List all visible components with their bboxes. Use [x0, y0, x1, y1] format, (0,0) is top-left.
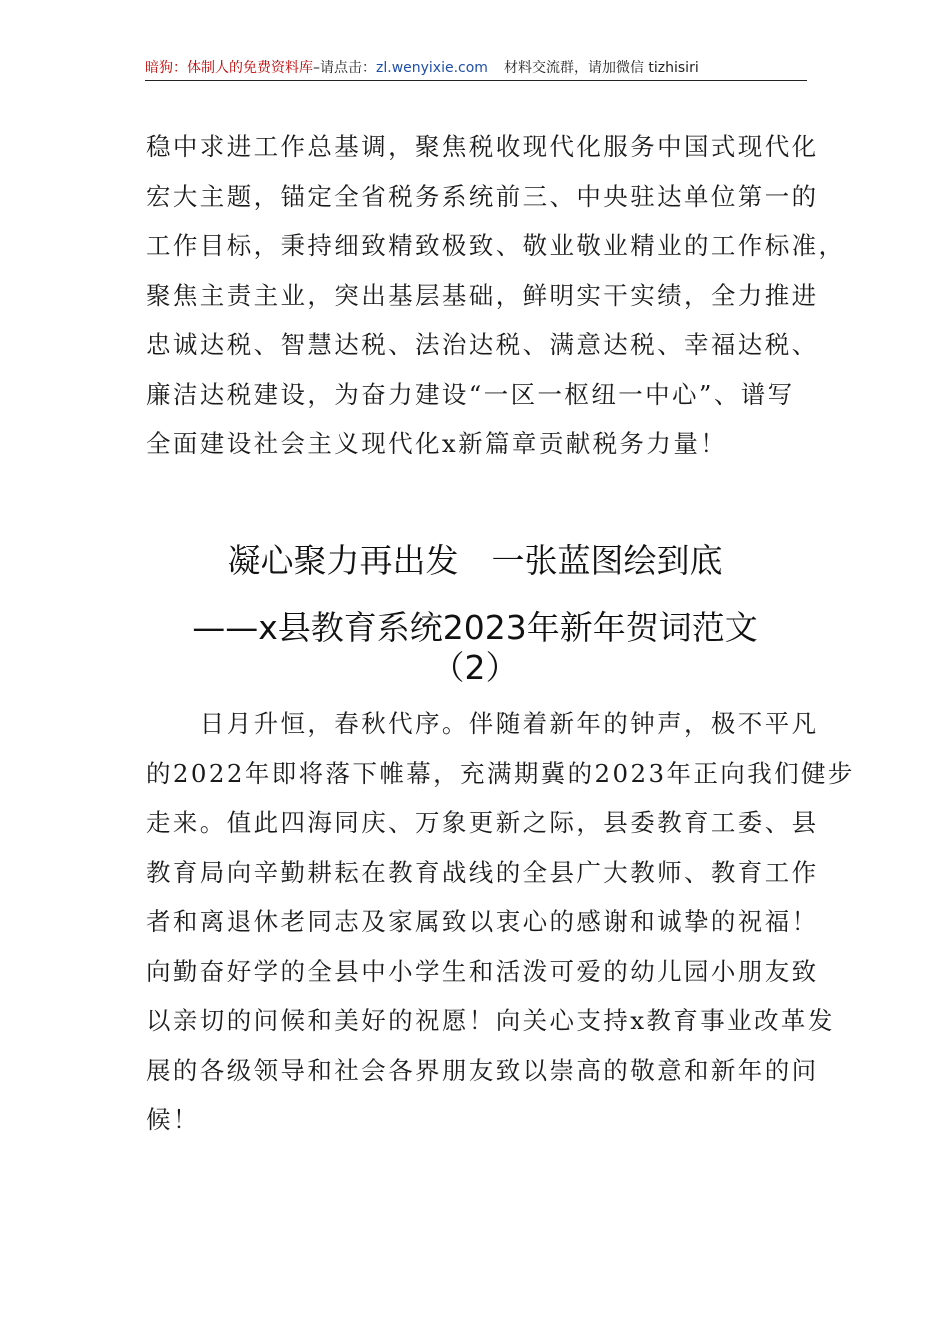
body-line: 教育局向辛勤耕耘在教育战线的全县广大教师、教育工作 — [146, 857, 819, 887]
body-line: 以亲切的问候和美好的祝愿！向关心支持x教育事业改革发 — [146, 1006, 835, 1035]
header-link[interactable]: zl.wenyixie.com — [376, 60, 488, 76]
body-line: 候！ — [146, 1105, 200, 1134]
article-title-line3: （2） — [431, 648, 519, 687]
article-title-line1: 凝心聚力再出发 一张蓝图绘到底 — [227, 541, 723, 580]
article-title-line2: ——x县教育系统2023年新年贺词范文 — [192, 608, 758, 647]
body-line: 向勤奋好学的全县中小学生和活泼可爱的幼儿园小朋友致 — [146, 956, 819, 986]
body-line: 展的各级领导和社会各界朋友致以崇高的敬意和新年的问 — [146, 1055, 819, 1085]
page-header — [145, 58, 807, 81]
article-body — [146, 699, 855, 1145]
intro-line: 廉洁达税建设，为奋力建设“一区一枢纽一中心”、谱写 — [146, 379, 795, 409]
intro-line: 工作目标，秉持细致精致极致、敬业敬业精业的工作标准， — [146, 231, 846, 260]
header-brand: 暗狗：体制人的免费资料库 — [145, 60, 313, 76]
intro-line: 宏大主题，锚定全省税务系统前三、中央驻达单位第一的 — [146, 181, 819, 211]
intro-line: 稳中求进工作总基调，聚焦税收现代化服务中国式现代化 — [146, 132, 819, 161]
body-line: 日月升恒，春秋代序。伴随着新年的钟声，极不平凡 — [146, 709, 819, 738]
body-line: 走来。值此四海同庆、万象更新之际，县委教育工委、县 — [146, 808, 819, 837]
header-dash: –请点击： — [313, 60, 376, 76]
body-line: 的2022年即将落下帷幕，充满期冀的2023年正向我们健步 — [146, 758, 855, 788]
intro-line: 忠诚达税、智慧达税、法治达税、满意达税、幸福达税、 — [146, 330, 819, 359]
body-line: 者和离退休老同志及家属致以衷心的感谢和诚挚的祝福！ — [146, 907, 819, 936]
header-wechat-note: 材料交流群，请加微信 tizhisiri — [503, 60, 699, 76]
intro-paragraph — [146, 122, 846, 469]
intro-line: 全面建设社会主义现代化x新篇章贡献税务力量！ — [146, 429, 728, 458]
intro-line: 聚焦主责主业，突出基层基础，鲜明实干实绩，全力推进 — [146, 280, 819, 310]
